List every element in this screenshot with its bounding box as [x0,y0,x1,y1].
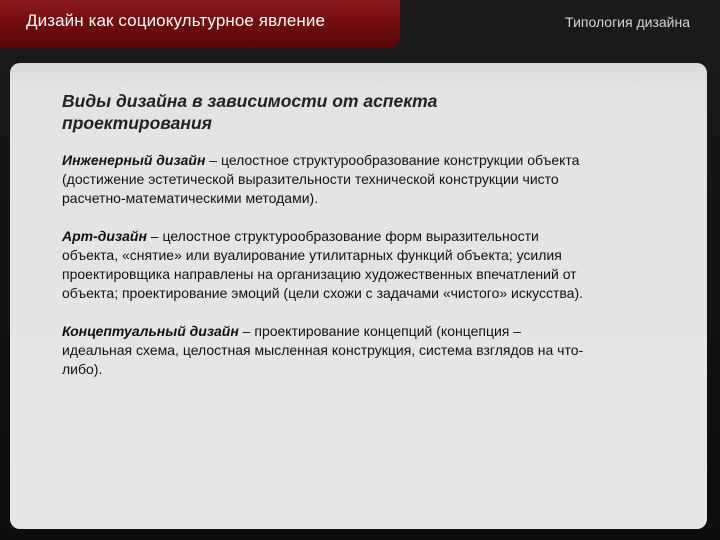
term-name: Арт-дизайн [62,228,147,244]
definition-text: идеальная схема, целостная мысленная конструкция, система взглядов на что- [62,342,584,358]
term-name: Концептуальный дизайн [62,323,239,339]
section-title: Типология дизайна [565,14,690,30]
definition-text: – целостное структурообразование конструкции объекта [205,152,580,168]
header-title-bar [0,0,400,48]
content-panel [10,63,707,529]
definition-text: – целостное структурообразование форм выразительности [146,228,539,244]
definition-text: объекта; проектирование эмоций (цели схожи с задачами «чистого» искусства). [62,285,584,301]
definition-engineering-design [62,151,682,208]
heading-line-1: Виды дизайна в зависимости от аспекта [62,91,438,111]
definition-text: расчетно-математическими методами). [62,190,319,206]
term-name: Инженерный дизайн [62,152,206,168]
heading-line-2: проектирования [62,113,212,133]
definition-text: – проектирование концепций (концепция – [238,323,522,339]
definition-text: либо). [62,361,103,377]
content-heading [62,90,662,134]
definition-text: (достижение эстетической выразительности технической конструкции чисто [62,171,559,187]
definition-conceptual-design [62,322,682,379]
definition-text: проектировщика направлены на организацию художественных впечатлений от [62,266,577,282]
presentation-title: Дизайн как социокультурное явление [26,11,326,30]
definition-text: объекта, «снятие» или вуалирование утилитарных функций объекта; усилия [62,247,562,263]
definition-art-design [62,227,682,303]
